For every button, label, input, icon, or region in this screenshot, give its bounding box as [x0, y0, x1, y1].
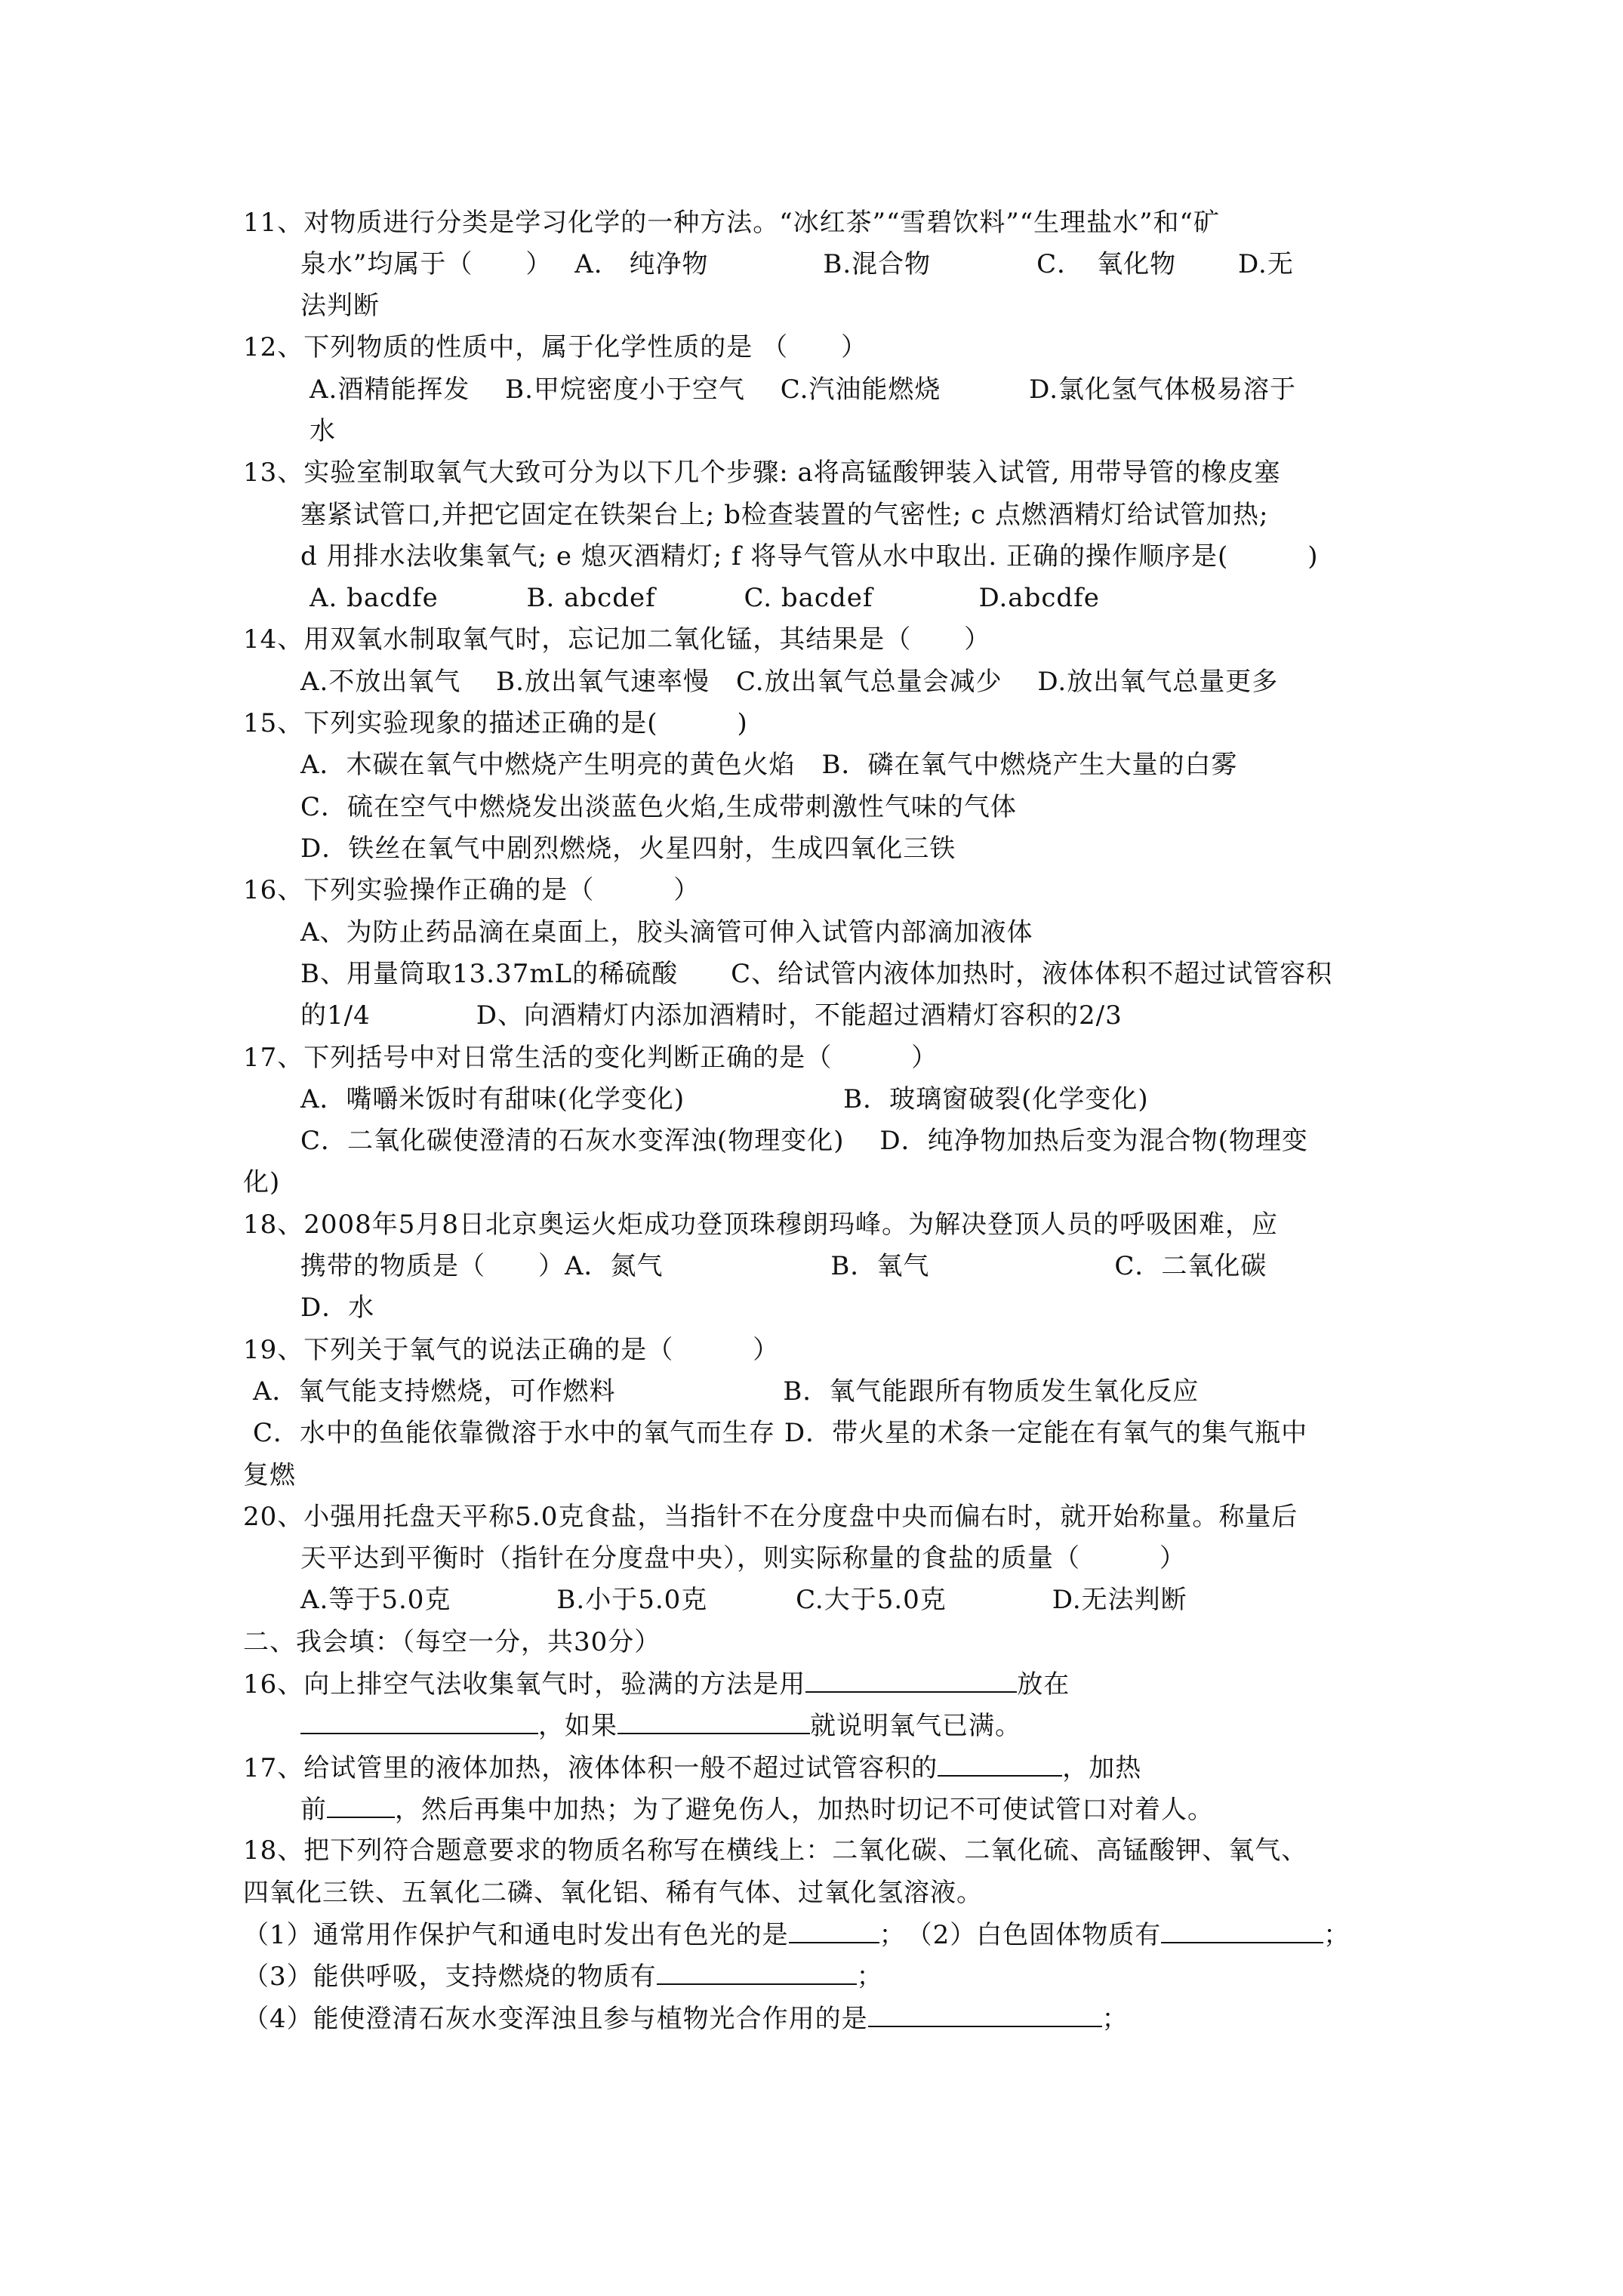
question-20-line1: 20、小强用托盘天平称5.0克食盐，当指针不在分度盘中央而偏右时，就开始称量。称量后: [243, 1502, 1298, 1532]
question-17-line4: 化): [243, 1167, 281, 1197]
question-20-options: A.等于5.0克 B.小于5.0克 C.大于5.0克 D.无法判断: [300, 1585, 1187, 1615]
fill-16-text-b: 放在: [1017, 1669, 1070, 1700]
question-12-line1: 12、下列物质的性质中，属于化学性质的是 （ ）: [243, 332, 868, 362]
question-14-line1: 14、用双氧水制取氧气时，忘记加二氧化锰，其结果是（ ）: [243, 624, 991, 655]
fill-16-text-c: ，如果: [538, 1711, 617, 1741]
fill-18-sub3-end: ；: [856, 1962, 883, 1992]
question-17-option-ab: A．嘴嚼米饭时有甜味(化学变化) B．玻璃窗破裂(化学变化): [300, 1084, 1149, 1114]
fill-17-line2: [300, 1794, 1214, 1825]
fill-16-blank-2[interactable]: [300, 1710, 538, 1734]
fill-18-sub1-text: （1）通常用作保护气和通电时发出有色光的是: [243, 1920, 789, 1950]
question-12-line2: A.酒精能挥发 B.甲烷密度小于空气 C.汽油能燃烧 D.氯化氢气体极易溶于: [310, 374, 1297, 405]
question-15-option-c: C．硫在空气中燃烧发出淡蓝色火焰,生成带刺激性气味的气体: [300, 792, 1017, 822]
question-13-line1: 13、实验室制取氧气大致可分为以下几个步骤: a将高锰酸钾装入试管, 用带导管的橡皮塞: [243, 458, 1281, 488]
question-16-option-d: 的1/4 D、向酒精灯内添加酒精时，不能超过酒精灯容积的2/3: [300, 1000, 1123, 1031]
question-18-line1: 18、2008年5月8日北京奥运火炬成功登顶珠穆朗玛峰。为解决登顶人员的呼吸困难，应: [243, 1210, 1279, 1240]
fill-16-blank-1[interactable]: [805, 1669, 1017, 1693]
fill-17-text-c: 前: [300, 1795, 327, 1825]
question-15-line1: 15、下列实验现象的描述正确的是( ): [243, 708, 748, 738]
question-18-line2: 携带的物质是（ ）A．氮气 B．氧气 C．二氧化碳: [300, 1251, 1267, 1281]
fill-16-blank-3[interactable]: [617, 1710, 810, 1734]
fill-18-blank-3[interactable]: [657, 1961, 857, 1985]
question-20-line2: 天平达到平衡时（指针在分度盘中央），则实际称量的食盐的质量（ ）: [300, 1543, 1186, 1573]
fill-18-sub2-end: ；: [1323, 1920, 1350, 1950]
fill-18-sub2-text: ； （2）白色固体物质有: [879, 1920, 1162, 1950]
question-19-line4: 复燃: [243, 1460, 296, 1490]
question-11-line2: 泉水”均属于（ ） A. 纯净物 B.混合物 C． 氧化物 D.无: [300, 249, 1294, 279]
question-19-option-ab: A．氧气能支持燃烧，可作燃料 B．氧气能跟所有物质发生氧化反应: [253, 1376, 1200, 1407]
fill-17-text-a: 17、给试管里的液体加热，液体体积一般不超过试管容积的: [243, 1753, 938, 1783]
fill-17-text-d: ，然后再集中加热；为了避免伤人，加热时切记不可使试管口对着人。: [395, 1795, 1214, 1825]
question-14-options: A.不放出氧气 B.放出氧气速率慢 C.放出氧气总量会减少 D.放出氧气总量更多: [300, 667, 1279, 697]
fill-17-blank-2[interactable]: [327, 1794, 395, 1818]
question-19-line1: 19、下列关于氧气的说法正确的是（ ）: [243, 1335, 780, 1365]
fill-16-line2: [300, 1710, 1021, 1741]
question-15-option-d: D．铁丝在氧气中剧烈燃烧，火星四射，生成四氧化三铁: [300, 834, 956, 864]
question-16-option-a: A、为防止药品滴在桌面上，胶头滴管可伸入试管内部滴加液体: [300, 917, 1033, 948]
fill-16-line1: [243, 1669, 1070, 1700]
fill-18-sub4-end: ；: [1101, 2004, 1129, 2034]
question-19-option-cd: C．水中的鱼能依靠微溶于水中的氧气而生存 D．带火星的术条一定能在有氧气的集气瓶中: [253, 1418, 1308, 1448]
fill-16-text-d: 就说明氧气已满。: [810, 1711, 1021, 1741]
question-16-option-bc: B、用量筒取13.37mL的稀硫酸 C、给试管内液体加热时，液体体积不超过试管容积: [300, 959, 1333, 989]
question-11-line1: 11、对物质进行分类是学习化学的一种方法。“冰红茶”“雪碧饮料”“生理盐水”和“矿: [243, 208, 1220, 238]
fill-17-text-b: ，加热: [1062, 1753, 1142, 1783]
fill-17-line1: [243, 1752, 1141, 1783]
question-11-line3: 法判断: [300, 291, 380, 321]
question-16-line1: 16、下列实验操作正确的是（ ）: [243, 875, 701, 905]
question-12-line3: 水: [310, 416, 336, 446]
fill-18-line1: 18、把下列符合题意要求的物质名称写在横线上：二氧化碳、二氧化硫、高锰酸钾、氧气、: [243, 1835, 1308, 1866]
question-17-option-cd: C．二氧化碳使澄清的石灰水变浑浊(物理变化) D．纯净物加热后变为混合物(物理变: [300, 1126, 1308, 1156]
question-15-option-ab: A．木碳在氧气中燃烧产生明亮的黄色火焰 B．磷在氧气中燃烧产生大量的白雾: [300, 750, 1238, 780]
fill-18-sub-1-2: [243, 1919, 1350, 1950]
fill-18-sub4-text: （4）能使澄清石灰水变浑浊且参与植物光合作用的是: [243, 2004, 868, 2034]
section-2-heading: 二、我会填：（每空一分，共30分）: [243, 1627, 661, 1657]
question-13-line2: 塞紧试管口,并把它固定在铁架台上; b检查装置的气密性; c 点燃酒精灯给试管加热;: [300, 500, 1269, 530]
question-13-options: A. bacdfe B. abcdef C. bacdef D.abcdfe: [310, 583, 1100, 613]
fill-18-blank-2[interactable]: [1161, 1919, 1323, 1943]
question-17-line1: 17、下列括号中对日常生活的变化判断正确的是（ ）: [243, 1043, 938, 1073]
fill-18-blank-4[interactable]: [868, 2003, 1102, 2027]
question-18-line3: D．水: [300, 1293, 375, 1323]
fill-18-sub-3: [243, 1961, 883, 1992]
fill-18-sub3-text: （3）能供呼吸，支持燃烧的物质有: [243, 1962, 657, 1992]
fill-17-blank-1[interactable]: [938, 1752, 1062, 1777]
fill-18-line2: 四氧化三铁、五氧化二磷、氧化铝、稀有气体、过氧化氢溶液。: [243, 1878, 983, 1908]
fill-16-text-a: 16、向上排空气法收集氧气时，验满的方法是用: [243, 1669, 806, 1700]
fill-18-blank-1[interactable]: [789, 1919, 879, 1943]
fill-18-sub-4: [243, 2003, 1129, 2034]
question-13-line3: d 用排水法收集氧气; e 熄灭酒精灯; f 将导气管从水中取出. 正确的操作顺序是( ): [300, 541, 1319, 572]
